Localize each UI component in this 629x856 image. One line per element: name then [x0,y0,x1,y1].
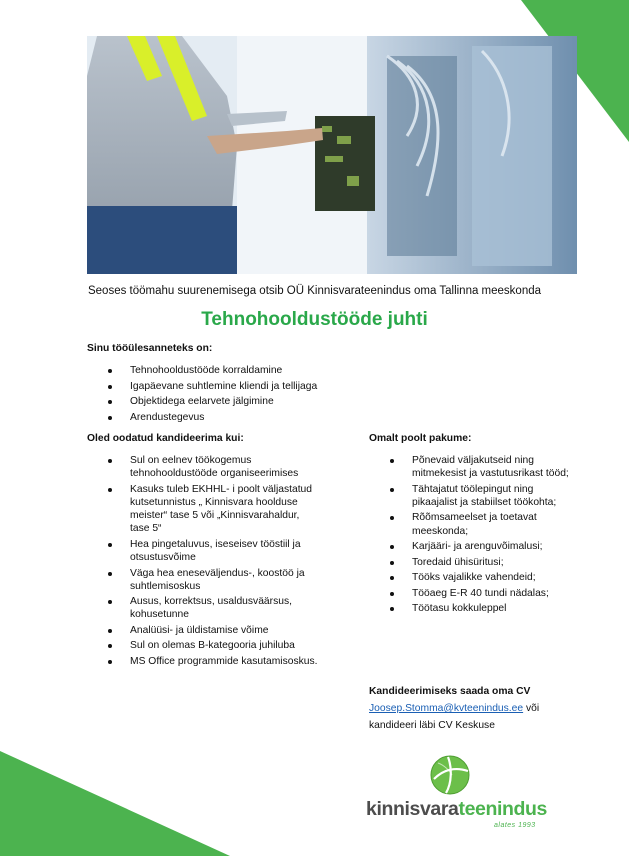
duties-list [108,364,348,426]
list-item: Tehnohooldustööde korraldamine [108,364,348,377]
bullet-icon [108,416,112,420]
list-item: Põnevaid väljakutseid ning mitmekesist ja vastutusrikast tööd; [390,454,570,480]
logo-wordmark: kinnisvarateenindus [366,798,547,820]
bullet-icon [390,592,394,596]
application-email-line [369,700,569,717]
list-item: Ausus, korrektsus, usaldusväärsus, kohusetunne [108,595,320,621]
list-item: Väga hea eneseväljendus-, koostöö ja suhtlemisoskus [108,567,320,593]
globe-logo-icon [430,755,470,795]
intro-text: Seoses töömahu suurenemisega otsib OÜ Kinnisvarateenindus oma Tallinna meeskonda [87,285,542,297]
bullet-icon [108,600,112,604]
corner-triangle-bottom-left [0,751,230,856]
offer-heading: Omalt poolt pakume: [369,433,472,444]
list-item: Igapäevane suhtlemine kliendi ja tellijaga [108,380,348,393]
job-title: Tehnohooldustööde juhti [201,309,428,330]
bullet-icon [108,400,112,404]
bullet-icon [390,576,394,580]
list-item: Sul on olemas B-kategooria juhiluba [108,639,320,652]
list-item: Analüüsi- ja üldistamise võime [108,624,320,637]
bullet-icon [108,369,112,373]
application-cv-keskus: kandideeri läbi CV Keskuse [369,720,495,731]
offer-list [390,454,570,618]
bullet-icon [108,385,112,389]
list-item: Arendustegevus [108,411,348,424]
list-item: Karjääri- ja arenguvõimalusi; [390,540,570,553]
requirements-heading: Oled oodatud kandideerima kui: [87,433,244,444]
bullet-icon [390,607,394,611]
company-logo [366,750,546,835]
bullet-icon [390,561,394,565]
list-item: MS Office programmide kasutamisoskus. [108,655,320,668]
list-item: Tööks vajalikke vahendeid; [390,571,570,584]
list-item: Hea pingetaluvus, iseseisev tööstiil ja otsustusvõime [108,538,320,564]
logo-tagline: alates 1993 [494,822,536,829]
bullet-icon [108,629,112,633]
list-item: Toredaid ühisüritusi; [390,556,570,569]
bullet-icon [108,488,112,492]
bullet-icon [390,488,394,492]
bullet-icon [108,660,112,664]
bullet-icon [390,545,394,549]
bullet-icon [390,516,394,520]
email-link[interactable]: Joosep.Stomma@kvteenindus.ee [369,703,524,714]
bullet-icon [108,644,112,648]
duties-heading: Sinu tööülesanneteks on: [87,343,213,354]
list-item: Sul on eelnev töökogemus tehnohooldustööde organiseerimises [108,454,320,480]
list-item: Rõõmsameelset ja toetavat meeskonda; [390,511,570,537]
email-suffix: või [523,703,540,714]
bullet-icon [108,543,112,547]
list-item: Tähtajatut töölepingut ning pikaajalist ja stabiilset töökohta; [390,483,570,509]
list-item: Töötasu kokkuleppel [390,602,570,615]
bullet-icon [108,459,112,463]
list-item: Tööaeg E-R 40 tundi nädalas; [390,587,570,600]
application-block [369,683,569,734]
bullet-icon [390,459,394,463]
hero-illustration [87,36,577,274]
bullet-icon [108,572,112,576]
hero-photo-technician-server [87,36,577,274]
requirements-list [108,454,320,670]
list-item: Objektidega eelarvete jälgimine [108,395,348,408]
application-heading: Kandideerimiseks saada oma CV [369,686,531,697]
list-item: Kasuks tuleb EKHHL- i poolt väljastatud kutsetunnistus „ Kinnisvara hoolduse meister“ tase 5 või „Kinnisvarahaldur, tase 5“ [108,483,320,536]
